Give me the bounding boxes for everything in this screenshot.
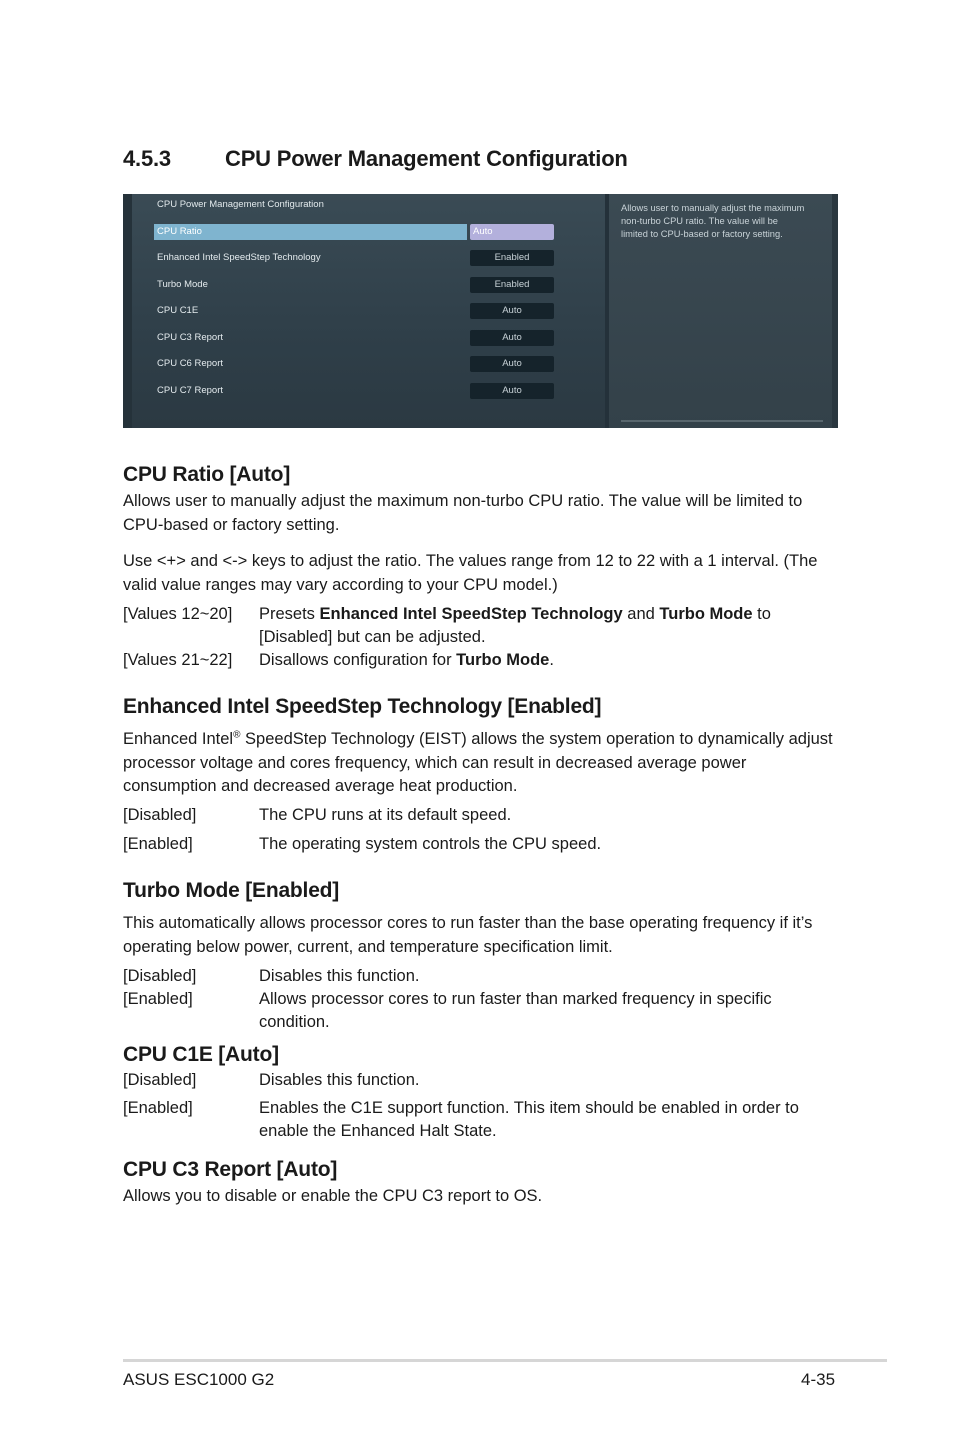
- eist-text-a: Enhanced Intel: [123, 730, 234, 748]
- option-value: Enables the C1E support function. This item should be enabled in order to enable the Enhanced Halt State.: [259, 1099, 799, 1140]
- bios-left-strip: [123, 194, 132, 428]
- option-key: [Disabled]: [123, 967, 197, 985]
- option-text: Disallows configuration for: [259, 651, 457, 669]
- cpu-ratio-heading: CPU Ratio [Auto]: [123, 463, 291, 486]
- registered-mark: ®: [233, 729, 241, 741]
- bios-help-bottom-line: [621, 420, 823, 422]
- option-bold-turbo: Turbo Mode: [659, 605, 753, 623]
- bios-value-cpu-c7[interactable]: Auto: [470, 383, 554, 399]
- section-title: CPU Power Management Configuration: [225, 146, 628, 171]
- turbo-option-disabled: [123, 965, 843, 988]
- eist-option-disabled: [123, 804, 843, 827]
- bios-item-cpu-ratio[interactable]: [154, 224, 467, 240]
- option-value: The CPU runs at its default speed.: [259, 806, 512, 824]
- c3-paragraph: Allows you to disable or enable the CPU C3 report to OS.: [123, 1187, 543, 1205]
- option-key: [Values 12~20]: [123, 605, 233, 623]
- c1e-heading: CPU C1E [Auto]: [123, 1043, 279, 1066]
- option-value: Disables this function.: [259, 967, 420, 985]
- footer-product: ASUS ESC1000 G2: [123, 1370, 275, 1389]
- bios-help-panel: [609, 194, 838, 428]
- bios-value-eist[interactable]: Enabled: [470, 250, 554, 266]
- turbo-paragraph: This automatically allows processor cores to run faster than the base operating frequency if it’s operating below power, current, and temperature specification limit.: [123, 914, 813, 956]
- bios-help-text: Allows user to manually adjust the maximum non-turbo CPU ratio. The value will be limited to CPU-based or factory setting.: [621, 203, 805, 240]
- option-value: Disables this function.: [259, 1071, 420, 1089]
- bios-value-cpu-c3[interactable]: Auto: [470, 330, 554, 346]
- bios-value-cpu-c6[interactable]: Auto: [470, 356, 554, 372]
- option-value: [259, 603, 843, 649]
- option-bold-turbo: Turbo Mode: [456, 651, 550, 669]
- option-text: .: [549, 651, 554, 669]
- option-bold-eist: Enhanced Intel SpeedStep Technology: [319, 605, 623, 623]
- turbo-option-enabled: [123, 988, 843, 1034]
- footer-page-number: 4-35: [801, 1370, 836, 1389]
- bios-item-label: CPU Ratio: [157, 226, 202, 237]
- turbo-heading: Turbo Mode [Enabled]: [123, 879, 340, 902]
- cpu-ratio-option-1: [123, 603, 843, 649]
- bios-menu-title: CPU Power Management Configuration: [157, 199, 324, 210]
- option-key: [Values 21~22]: [123, 651, 233, 669]
- bios-item-label: Enhanced Intel SpeedStep Technology: [157, 252, 321, 263]
- option-key: [Enabled]: [123, 835, 193, 853]
- bios-value-cpu-c1e[interactable]: Auto: [470, 303, 554, 319]
- option-value: [259, 649, 843, 672]
- option-value: Allows processor cores to run faster than marked frequency in specific condition.: [259, 990, 772, 1031]
- eist-text-b: SpeedStep Technology (EIST) allows the system operation to dynamically adjust processor voltage and cores frequency, which can result in decreased average power consumption and decreased average heat production.: [123, 730, 833, 795]
- c1e-option-disabled: [123, 1069, 843, 1092]
- eist-heading: Enhanced Intel SpeedStep Technology [Enabled]: [123, 695, 602, 718]
- option-text: Presets: [259, 605, 320, 623]
- cpu-ratio-option-2: [123, 649, 843, 672]
- cpu-ratio-paragraph-2: Use <+> and <-> keys to adjust the ratio. The values range from 12 to 22 with a 1 interval. (The valid value ranges may vary according to your CPU model.): [123, 552, 818, 594]
- c3-heading: CPU C3 Report [Auto]: [123, 1158, 338, 1181]
- cpu-ratio-paragraph-1: Allows user to manually adjust the maximum non-turbo CPU ratio. The value will be limited to CPU-based or factory setting.: [123, 492, 803, 534]
- option-key: [Disabled]: [123, 1071, 197, 1089]
- option-text: to [Disabled] but can be adjusted.: [259, 605, 771, 646]
- bios-item-label: Turbo Mode: [157, 279, 208, 290]
- bios-item-label: CPU C3 Report: [157, 332, 223, 343]
- option-key: [Enabled]: [123, 1099, 193, 1117]
- section-number: 4.5.3: [123, 146, 171, 171]
- bios-value-turbo-mode[interactable]: Enabled: [470, 277, 554, 293]
- bios-item-label: CPU C6 Report: [157, 358, 223, 369]
- bios-screenshot: [123, 194, 838, 428]
- eist-paragraph: [123, 728, 841, 799]
- section-heading: [123, 146, 628, 172]
- bios-right-strip: [832, 194, 838, 428]
- option-key: [Enabled]: [123, 990, 193, 1008]
- option-key: [Disabled]: [123, 806, 197, 824]
- bios-item-label: CPU C7 Report: [157, 385, 223, 396]
- c1e-option-enabled: [123, 1097, 843, 1143]
- option-text: and: [622, 605, 660, 623]
- option-value: The operating system controls the CPU speed.: [259, 835, 602, 853]
- bios-item-label: CPU C1E: [157, 305, 199, 316]
- eist-option-enabled: [123, 833, 843, 856]
- bios-value-cpu-ratio[interactable]: Auto: [470, 224, 554, 240]
- footer-rule: [123, 1359, 887, 1362]
